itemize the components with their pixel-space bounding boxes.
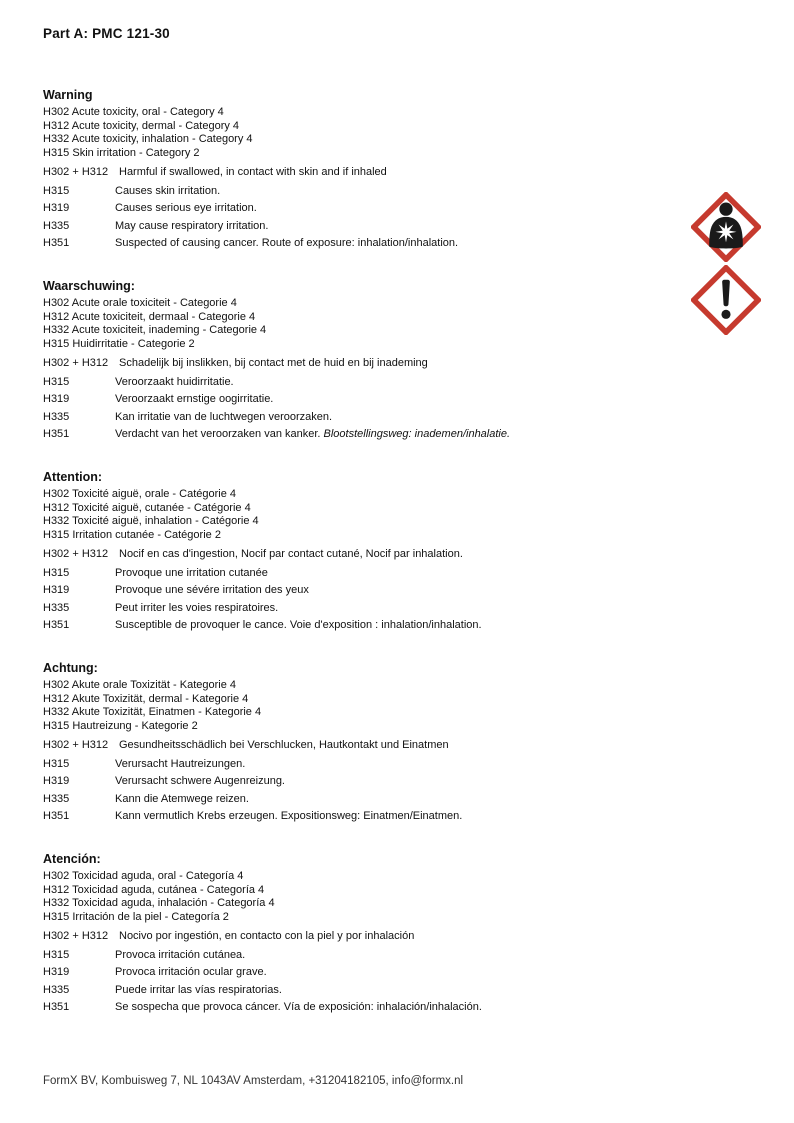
hazard-code: H319 — [43, 775, 70, 788]
hazard-text: Provoca irritación ocular grave. — [115, 966, 267, 979]
combined-text: Gesundheitsschädlich bei Verschlucken, Hautkontakt und Einatmen — [119, 738, 449, 751]
classification-line: H315 Hautreizung - Kategorie 2 — [43, 720, 198, 733]
hazard-code: H335 — [43, 219, 70, 232]
statement-rows — [43, 185, 644, 250]
hazard-statement-row — [43, 220, 644, 233]
hazard-statement-row — [43, 984, 644, 997]
hazard-text: Kann die Atemwege reizen. — [115, 792, 249, 805]
hazard-statement-row — [43, 602, 644, 615]
hazard-text: Provoca irritación cutánea. — [115, 948, 246, 961]
classification-line: H315 Irritación de la piel - Categoría 2 — [43, 911, 229, 924]
classification-line: H315 Huidirritatie - Categorie 2 — [43, 338, 195, 351]
hazard-statement-row — [43, 428, 644, 441]
language-section — [43, 661, 644, 823]
hazard-statement-row — [43, 758, 644, 771]
hazard-text: Provoque une irritation cutanée — [115, 566, 268, 579]
classification-line: H312 Akute Toxizität, dermal - Kategorie 4 — [43, 692, 249, 705]
combined-statement-row — [43, 930, 644, 943]
language-section — [43, 88, 644, 250]
hazard-statement-row — [43, 411, 644, 424]
hazard-sections — [43, 88, 644, 1014]
section-heading: Waarschuwing: — [43, 278, 135, 293]
hazard-statement-row — [43, 966, 644, 979]
ghs08-health-hazard-icon — [691, 192, 761, 262]
combined-code: H302 + H312 — [43, 356, 109, 369]
classification-line: H315 Skin irritation - Category 2 — [43, 147, 200, 160]
hazard-text: Veroorzaakt ernstige oogirritatie. — [115, 393, 274, 406]
combined-text: Schadelijk bij inslikken, bij contact met de huid en bij inademing — [119, 356, 428, 369]
hazard-statement-row — [43, 1001, 644, 1014]
classification-line: H332 Acute toxicity, inhalation - Category 4 — [43, 133, 253, 146]
combined-code: H302 + H312 — [43, 165, 109, 178]
combined-code: H302 + H312 — [43, 929, 109, 942]
hazard-code: H335 — [43, 410, 70, 423]
hazard-code: H315 — [43, 757, 70, 770]
hazard-statement-row — [43, 567, 644, 580]
ghs-pictograms — [691, 192, 761, 335]
combined-text: Harmful if swallowed, in contact with skin and if inhaled — [119, 165, 387, 178]
combined-text: Nocif en cas d'ingestion, Nocif par contact cutané, Nocif par inhalation. — [119, 547, 463, 560]
classification-lines — [43, 870, 644, 925]
combined-statement-row — [43, 548, 644, 561]
combined-code: H302 + H312 — [43, 547, 109, 560]
statement-rows — [43, 376, 644, 441]
hazard-text: Se sospecha que provoca cáncer. Vía de exposición: inhalación/inhalación. — [115, 1000, 482, 1013]
hazard-text: Susceptible de provoquer le cance. Voie d'exposition : inhalation/inhalation. — [115, 618, 482, 631]
classification-line: H302 Acute orale toxiciteit - Categorie 4 — [43, 296, 237, 309]
hazard-statement-row — [43, 376, 644, 389]
hazard-code: H335 — [43, 983, 70, 996]
hazard-text: Peut irriter les voies respiratoires. — [115, 601, 279, 614]
language-section — [43, 852, 644, 1014]
hazard-code: H351 — [43, 809, 70, 822]
statement-rows — [43, 758, 644, 823]
hazard-statement-row — [43, 775, 644, 788]
hazard-text: May cause respiratory irritation. — [115, 219, 269, 232]
section-heading: Warning — [43, 88, 93, 102]
hazard-text: Provoque une sévére irritation des yeux — [115, 584, 309, 597]
classification-line: H302 Akute orale Toxizität - Kategorie 4 — [43, 678, 237, 691]
hazard-text: Puede irritar las vías respiratorias. — [115, 983, 282, 996]
hazard-text: Kann vermutlich Krebs erzeugen. Expositionsweg: Einatmen/Einatmen. — [115, 809, 463, 822]
hazard-text: Verursacht schwere Augenreizung. — [115, 775, 285, 788]
hazard-code: H315 — [43, 566, 70, 579]
combined-statement-row — [43, 357, 644, 370]
hazard-statement-row — [43, 810, 644, 823]
hazard-statement-row — [43, 949, 644, 962]
classification-lines — [43, 297, 644, 352]
hazard-code: H315 — [43, 184, 70, 197]
hazard-code: H351 — [43, 618, 70, 631]
classification-line: H332 Acute toxiciteit, inademing - Categorie 4 — [43, 324, 267, 337]
classification-lines — [43, 679, 644, 734]
statement-rows — [43, 949, 644, 1014]
ghs07-exclamation-mark-icon — [691, 265, 761, 335]
statement-rows — [43, 567, 644, 632]
hazard-code: H315 — [43, 375, 70, 388]
hazard-text: Kan irritatie van de luchtwegen veroorzaken. — [115, 410, 333, 423]
hazard-statement-row — [43, 619, 644, 632]
classification-lines — [43, 106, 644, 161]
hazard-text: Causes skin irritation. — [115, 184, 221, 197]
hazard-statement-row — [43, 237, 644, 250]
classification-line: H315 Irritation cutanée - Catégorie 2 — [43, 529, 221, 542]
language-section — [43, 279, 644, 441]
hazard-text: Causes serious eye irritation. — [115, 202, 257, 215]
hazard-text: Veroorzaakt huidirritatie. — [115, 375, 234, 388]
classification-line: H332 Akute Toxizität, Einatmen - Kategorie 4 — [43, 706, 262, 719]
hazard-code: H319 — [43, 584, 70, 597]
hazard-statement-row — [43, 393, 644, 406]
hazard-code: H351 — [43, 427, 70, 440]
hazard-code: H315 — [43, 948, 70, 961]
classification-line: H302 Toxicité aiguë, orale - Catégorie 4 — [43, 487, 237, 500]
hazard-statement-row — [43, 202, 644, 215]
section-heading: Attention: — [43, 469, 103, 484]
hazard-text: Suspected of causing cancer. Route of exposure: inhalation/inhalation. — [115, 236, 459, 249]
hazard-statement-row — [43, 185, 644, 198]
hazard-statement-row — [43, 584, 644, 597]
combined-statement-row — [43, 166, 644, 179]
classification-lines — [43, 488, 644, 543]
classification-line: H312 Toxicidad aguda, cutánea - Categoría 4 — [43, 883, 265, 896]
language-section — [43, 470, 644, 632]
hazard-code: H335 — [43, 792, 70, 805]
hazard-code: H319 — [43, 966, 70, 979]
classification-line: H312 Toxicité aiguë, cutanée - Catégorie 4 — [43, 501, 251, 514]
section-heading: Achtung: — [43, 660, 98, 675]
section-heading: Atención: — [43, 851, 101, 866]
classification-line: H302 Toxicidad aguda, oral - Categoría 4 — [43, 869, 244, 882]
classification-line: H332 Toxicidad aguda, inhalación - Categoría 4 — [43, 897, 275, 910]
hazard-text: Verdacht van het veroorzaken van kanker. Blootstellingsweg: inademen/inhalatie. — [115, 427, 511, 440]
hazard-statement-row — [43, 793, 644, 806]
hazard-code: H351 — [43, 236, 70, 249]
footer-contact-line: FormX BV, Kombuisweg 7, NL 1043AV Amsterdam, +31204182105, info@formx.nl — [43, 1075, 464, 1087]
classification-line: H332 Toxicité aiguë, inhalation - Catégorie 4 — [43, 515, 259, 528]
hazard-text: Verursacht Hautreizungen. — [115, 757, 246, 770]
combined-statement-row — [43, 739, 644, 752]
classification-line: H312 Acute toxicity, dermal - Category 4 — [43, 119, 240, 132]
hazard-code: H319 — [43, 202, 70, 215]
classification-line: H302 Acute toxicity, oral - Category 4 — [43, 106, 224, 118]
classification-line: H312 Acute toxiciteit, dermaal - Categorie 4 — [43, 310, 256, 323]
hazard-code: H351 — [43, 1000, 70, 1013]
hazard-code: H335 — [43, 601, 70, 614]
hazard-code: H319 — [43, 393, 70, 406]
combined-code: H302 + H312 — [43, 738, 109, 751]
page-title: Part A: PMC 121-30 — [43, 26, 170, 41]
exposure-route-italic: Blootstellingsweg: inademen/inhalatie. — [323, 427, 511, 440]
combined-text: Nocivo por ingestión, en contacto con la piel y por inhalación — [119, 929, 415, 942]
